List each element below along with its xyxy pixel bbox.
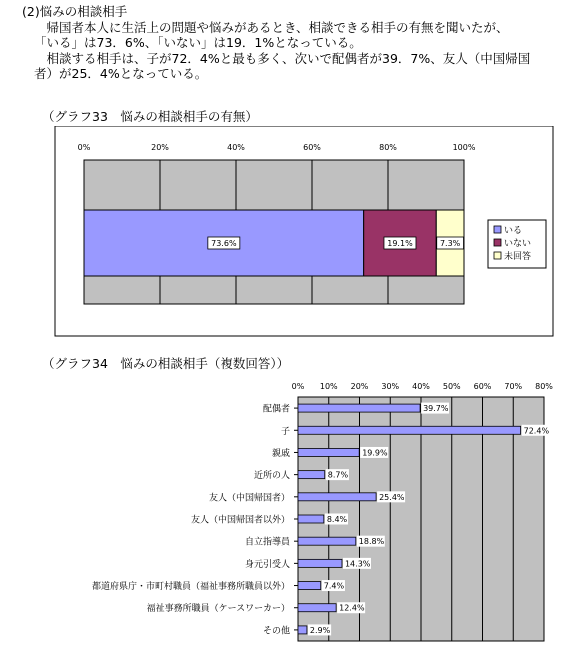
chart34-tick-label: 0% <box>291 382 305 391</box>
chart33-legend-label: いる <box>504 226 523 236</box>
chart34-bar <box>298 559 342 567</box>
chart34-data-label: 72.4% <box>523 426 550 436</box>
chart33-tick-label: 0% <box>77 143 91 152</box>
chart34-data-label: 8.4% <box>326 515 348 524</box>
chart33-legend-swatch <box>494 226 501 233</box>
chart34-bar <box>298 471 325 479</box>
chart34-bar <box>298 582 321 590</box>
chart34-data-label: 8.7% <box>327 470 349 480</box>
chart34-bar <box>298 493 376 501</box>
chart34-category-label: 近所の人 <box>253 471 290 482</box>
chart34-data-label: 25.4% <box>379 492 405 502</box>
chart34-category-label: 自立指導員 <box>244 537 290 548</box>
chart34-category-label: 友人（中国帰国者以外） <box>190 515 290 526</box>
text-line: 帰国者本人に生活上の問題や悩みがあるとき、相談できる相手の有無を聞いたが、 <box>34 19 509 35</box>
chart33-data-label: 73.6% <box>211 239 237 248</box>
chart33-legend-swatch <box>494 252 501 259</box>
chart33 <box>0 126 575 341</box>
chart33-caption: （グラフ33 悩みの相談相手の有無） <box>42 109 258 124</box>
chart33-tick-label: 40% <box>227 143 245 152</box>
text-line: 相談する相手は、子が72．4%と最も多く、次いで配偶者が39．7%、友人（中国帰国 <box>34 50 531 66</box>
chart34-tick-label: 70% <box>504 382 523 391</box>
chart33-data-label: 7.3% <box>439 239 461 248</box>
section-text <box>22 4 562 82</box>
chart33-tick-label: 100% <box>452 143 476 152</box>
chart34-category-label: 親戚 <box>271 448 290 459</box>
chart34-tick-label: 60% <box>473 382 492 391</box>
chart34-category-label: 子 <box>280 426 290 437</box>
chart33-tick-label: 80% <box>379 143 397 152</box>
chart34-data-label: 19.9% <box>362 448 388 458</box>
chart34-category-label: 配偶者 <box>262 404 290 415</box>
chart33-tick-label: 60% <box>303 143 321 152</box>
chart34-tick-label: 30% <box>381 382 400 391</box>
chart34-bar <box>298 537 356 545</box>
text-line: 「いる」は73．6%、「いない」は19．1%となっている。 <box>34 35 362 50</box>
chart34-category-label: 都道府県庁・市町村職員（福祉事務所職員以外） <box>91 582 290 593</box>
chart34-category-label: その他 <box>262 626 290 637</box>
chart34-bar <box>298 604 336 612</box>
chart34 <box>0 371 575 651</box>
chart34-data-label: 39.7% <box>423 404 449 414</box>
chart34-data-label: 2.9% <box>309 625 331 635</box>
chart34-tick-label: 40% <box>412 382 430 391</box>
chart34-tick-label: 10% <box>319 382 338 391</box>
chart34-tick-label: 50% <box>442 382 461 391</box>
section-heading: (2)悩みの相談相手 <box>22 4 128 19</box>
chart34-tick-label: 80% <box>535 382 553 391</box>
chart34-category-label: 友人（中国帰国者） <box>208 493 290 504</box>
chart33-legend-swatch <box>494 239 501 246</box>
chart34-data-label: 14.3% <box>344 559 371 569</box>
chart34-caption: （グラフ34 悩みの相談相手（複数回答）） <box>42 356 290 371</box>
chart33-tick-label: 20% <box>151 143 169 152</box>
chart34-category-label: 福祉事務所職員（ケースワーカー） <box>146 604 290 615</box>
chart33-legend-label: いない <box>504 239 532 249</box>
chart34-data-label: 12.4% <box>339 603 365 613</box>
chart34-category-label: 身元引受人 <box>244 559 290 570</box>
text-line: 者）が25．4%となっている。 <box>34 66 208 81</box>
chart34-bar <box>298 404 420 412</box>
chart34-bar <box>298 426 521 434</box>
chart34-data-label: 7.4% <box>323 581 345 591</box>
chart34-bar <box>298 626 307 634</box>
chart34-bar <box>298 515 324 523</box>
chart34-data-label: 18.8% <box>358 537 385 547</box>
chart33-legend-label: 未回答 <box>504 252 532 262</box>
chart34-bar <box>298 448 359 456</box>
chart33-data-label: 19.1% <box>387 239 413 248</box>
chart34-tick-label: 20% <box>350 382 369 391</box>
